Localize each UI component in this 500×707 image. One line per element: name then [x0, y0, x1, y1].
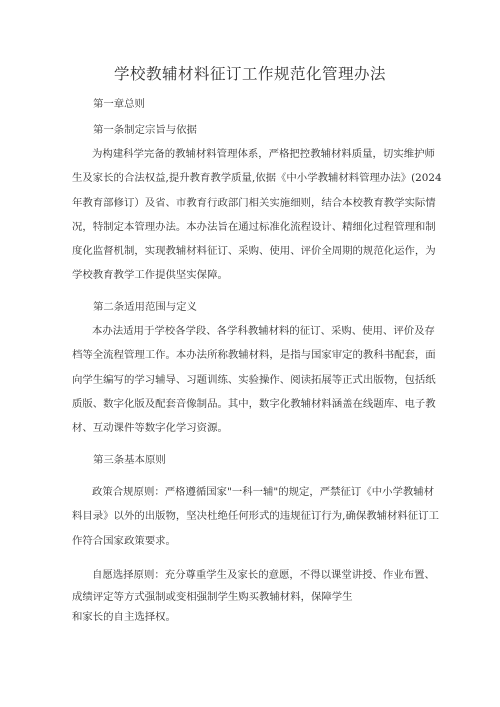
- paragraph-line: 向学生编写的学习辅导、习题训练、实验操作、阅读拓展等正式出版物，包括纸: [72, 373, 436, 386]
- paragraph-line: 自愿选择原则：充分尊重学生及家长的意愿，不得以课堂讲授、作业布置、: [92, 569, 435, 581]
- chapter-heading: 第一章总则: [93, 98, 145, 110]
- paragraph-line: 为构建科学完备的教辅材料管理体系，严格把控教辅材料质量，切实维护师: [92, 148, 435, 160]
- article1-heading: 第一条制定宗旨与依据: [93, 124, 197, 136]
- article3-heading: 第三条基本原则: [93, 454, 166, 466]
- paragraph-line: 政策合规原则：严格遵循国家"一科一辅"的规定，严禁征订《中小学教辅材: [92, 486, 435, 498]
- paragraph-line: 学校教育教学工作提供坚实保障。: [72, 269, 228, 282]
- article2-paragraph: [72, 319, 434, 440]
- principle1-paragraph: [72, 480, 439, 553]
- paragraph-line: 材、互动课件等数字化学习资源。: [72, 422, 228, 435]
- paragraph-line: 料目录》以外的出版物，坚决杜绝任何形式的违规征订行为,确保教辅材料征订工: [72, 510, 439, 523]
- paragraph-line: 度化监督机制，实现教辅材料征订、采购、使用、评价全周期的规范化运作，为: [72, 245, 436, 258]
- paragraph-line: 年教育部修订）及省、市教育行政部门相关实施细则，结合本校教育教学实际情: [72, 196, 436, 209]
- paragraph-line: 本办法适用于学校各学段、各学科教辅材料的征订、采购、使用、评价及存: [92, 325, 435, 337]
- paragraph-line: 况，特制定本管理办法。本办法旨在通过标准化流程设计、精细化过程管理和制: [72, 220, 436, 233]
- article1-paragraph: [72, 142, 442, 288]
- article2-heading: 第二条适用范围与定义: [93, 301, 197, 313]
- paragraph-line: 作符合国家政策要求。: [72, 534, 176, 547]
- paragraph-line: 档等全流程管理工作。本办法所称教辅材料，是指与国家审定的教科书配套，面: [72, 349, 436, 362]
- paragraph-line: 成绩评定等方式强制或变相强制学生购买教辅材料，保障学生: [72, 591, 353, 604]
- paragraph-line: 质版、数字化版及配套音像制品。其中，数字化教辅材料涵盖在线题库、电子教: [72, 397, 436, 410]
- paragraph-line: 生及家长的合法权益,提升教育教学质量,依据《中小学教辅材料管理办法》(2024: [72, 172, 442, 185]
- paragraph-line: 和家长的自主选择权。: [72, 611, 176, 624]
- document-title: 学校教辅材料征订工作规范化管理办法: [113, 65, 386, 83]
- principle2-paragraph: [72, 563, 434, 627]
